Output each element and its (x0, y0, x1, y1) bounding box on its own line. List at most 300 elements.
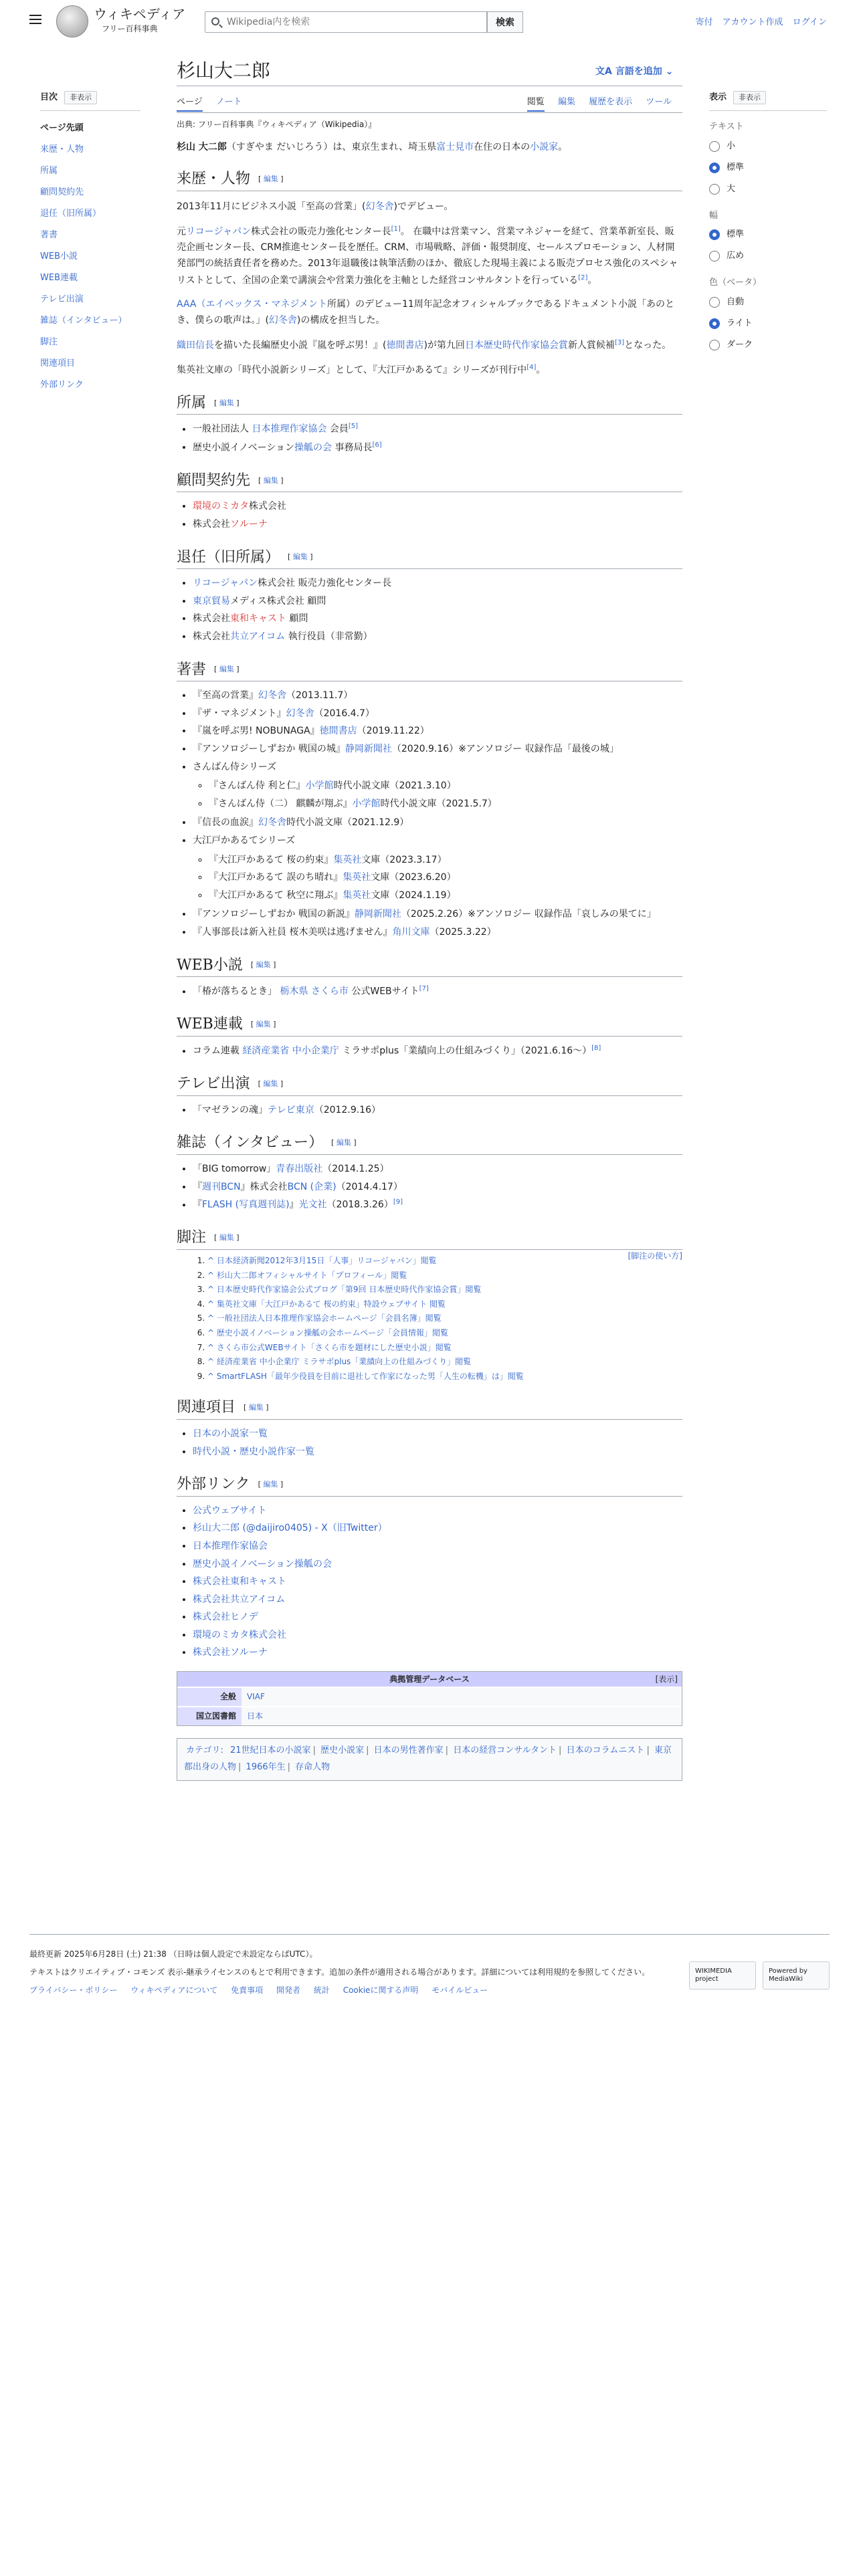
affil-list (193, 420, 682, 457)
toc-item (40, 310, 140, 332)
main-menu-icon[interactable] (29, 15, 41, 24)
text: 公式WEBサイト (348, 986, 419, 997)
reference-link[interactable]: ^ 一般社団法人日本推理作家協会ホームページ「会員名簿」閲覧 (207, 1313, 442, 1323)
link[interactable]: 週刊BCN (202, 1181, 241, 1192)
list-item (209, 887, 682, 905)
list-item (193, 1042, 682, 1060)
text: 「マゼランの魂」 (193, 1104, 268, 1115)
text: 会員 (326, 424, 349, 435)
link[interactable]: 東和キャスト (230, 613, 286, 625)
table-row (177, 1707, 682, 1725)
footer-badges (682, 1961, 830, 1990)
edit-section-link[interactable]: [ 編集 ] (214, 1233, 240, 1243)
text: 株式会社 (193, 613, 230, 625)
list-item (193, 574, 682, 593)
footer-link[interactable]: 開発者 (276, 1985, 301, 1996)
text: （2025.3.22） (430, 926, 496, 938)
toc-link[interactable]: 雑誌（インタビュー） (40, 315, 127, 326)
list-item (193, 758, 682, 813)
edit-section-link[interactable]: [ 編集 ] (258, 1479, 284, 1489)
text: メディス株式会社 顧問 (230, 595, 326, 607)
edit-link[interactable]: 編集 (336, 1138, 351, 1148)
row-header: 全般 (177, 1687, 242, 1707)
link[interactable]: 富士見市 (436, 141, 474, 152)
webnovel-list (193, 982, 682, 1000)
link[interactable]: 操觚の会 (294, 442, 332, 453)
section-heading-former (177, 548, 682, 570)
link[interactable]: 中小企業庁 (292, 1045, 339, 1057)
list-item (193, 905, 682, 924)
link[interactable]: 徳間書店 (319, 726, 357, 737)
link[interactable]: 栃木県 (280, 986, 308, 997)
tab-read[interactable]: 閲覧 (527, 97, 545, 112)
ref[interactable]: [4] (527, 364, 537, 372)
text: 大江戸かあるてシリーズ (193, 835, 296, 846)
radio-text-large[interactable] (709, 179, 827, 200)
link[interactable]: 小学館 (352, 798, 381, 809)
page-footer (29, 1934, 830, 2003)
link[interactable]: 日本 (247, 1711, 264, 1721)
reference-link[interactable]: ^ 集英社文庫「大江戸かあるて 桜の約束」特設ウェブサイト 閲覧 (207, 1299, 446, 1309)
text: 元 (177, 226, 186, 237)
edit-link[interactable]: 編集 (219, 665, 234, 674)
text: （2018.3.26） (326, 1199, 393, 1210)
tv-list (193, 1101, 682, 1119)
source-line: 出典: フリー百科事典『ウィキペディア（Wikipedia）』 (177, 120, 377, 130)
heading-text: 著書 (177, 661, 207, 678)
link[interactable]: 青春出版社 (276, 1163, 323, 1174)
text: 『アンソロジーしずおか 戦国の新説』 (193, 909, 355, 920)
list-item (193, 924, 682, 942)
link[interactable]: リコージャパン (193, 578, 258, 589)
list-item (193, 1502, 682, 1520)
toc-item (40, 160, 140, 182)
text: （2012.9.16） (314, 1104, 381, 1115)
heading-text: 所属 (177, 394, 207, 411)
text: 顧問 (286, 613, 308, 625)
list-item (193, 1160, 682, 1178)
text: 「BIG tomorrow」 (193, 1163, 276, 1174)
list-item (193, 1591, 682, 1609)
heading-text: テレビ出演 (177, 1075, 250, 1093)
category-link[interactable]: 歴史小説家 (320, 1745, 365, 1756)
wikipedia-globe-logo[interactable] (56, 5, 88, 37)
search-icon (211, 17, 219, 25)
text: 『人事部長は新入社員 桜木美咲は逃げません』 (193, 926, 393, 938)
text: 』 (289, 1199, 299, 1210)
text: 事務局長 (332, 442, 373, 453)
external-link[interactable]: 歴史小説イノベーション操觚の会 (193, 1558, 332, 1570)
text-size-label: テキスト (709, 121, 744, 132)
category-link[interactable]: 日本の経営コンサルタント (453, 1745, 557, 1756)
heading-text: 来歴・人物 (177, 171, 251, 188)
text: 時代小説文庫（2021.12.9） (286, 817, 409, 829)
text: （2025.2.26）※アンソロジー 収録作品「哀しみの果てに」 (401, 909, 656, 920)
donate-link[interactable]: 寄付 (695, 17, 713, 27)
radio-width-wide[interactable] (709, 245, 827, 267)
toc-link[interactable]: 来歴・人物 (40, 144, 84, 154)
toc-link[interactable]: 脚注 (40, 336, 58, 347)
link[interactable]: 環境のミカタ (193, 501, 249, 512)
text: 『大江戸かあるて 秋空に翔ぶ』 (209, 889, 343, 901)
row-header: 国立図書館 (177, 1707, 242, 1725)
ref[interactable]: [6] (372, 441, 382, 449)
tab-history[interactable]: 履歴を表示 (589, 97, 633, 108)
link[interactable]: 日本推理作家協会 (252, 424, 327, 435)
table-of-contents (40, 91, 140, 396)
ref[interactable]: [1] (391, 225, 401, 233)
list-item (193, 832, 682, 904)
table-row (177, 1687, 682, 1707)
footer-link[interactable]: 統計 (313, 1985, 330, 1996)
create-account-link[interactable]: アカウント作成 (722, 17, 783, 27)
edit-link[interactable]: 編集 (263, 1079, 278, 1089)
edit-section-link[interactable]: [ 編集 ] (258, 1079, 284, 1089)
reference-link[interactable]: ^ 歴史小説イノベーション操觚の会ホームページ「会員情報」閲覧 (207, 1327, 448, 1337)
mediawiki-badge[interactable]: Powered by MediaWiki (763, 1961, 830, 1990)
list-item (193, 740, 682, 758)
former-list (193, 574, 682, 645)
authority-toggle[interactable]: [表示] (655, 1675, 678, 1685)
heading-text: 退任（旧所属） (177, 548, 280, 566)
categories-label[interactable]: カテゴリ: (186, 1745, 223, 1756)
list-item (193, 610, 682, 628)
heading-text: 外部リンク (177, 1476, 250, 1493)
authority-table (177, 1687, 682, 1725)
wikimedia-badge[interactable]: WIKIMEDIA project (689, 1961, 756, 1990)
link[interactable]: 日本歴史時代作家協会賞 (464, 340, 568, 351)
edit-link[interactable]: 編集 (219, 1233, 234, 1243)
list-item (193, 722, 682, 740)
heading-text: WEB連載 (177, 1016, 243, 1033)
external-link[interactable]: 株式会社ヒノデ (193, 1612, 258, 1623)
authority-title[interactable]: 典拠管理データベース (389, 1675, 470, 1685)
bio-paragraph (177, 199, 682, 215)
list-item (209, 869, 682, 887)
list-item (209, 795, 682, 813)
radio-width-standard[interactable] (709, 224, 827, 245)
text: 『ザ・マネジメント』 (193, 708, 286, 719)
toc-link[interactable]: 関連項目 (40, 358, 76, 368)
intro-paragraph (177, 140, 682, 156)
list-item (193, 1573, 682, 1591)
tab-page[interactable]: ページ (177, 97, 203, 112)
text: （2014.1.25） (322, 1163, 389, 1174)
text: 『嵐を呼ぶ男! NOBUNAGA』 (193, 726, 320, 737)
footer-link[interactable]: モバイルビュー (432, 1985, 488, 1996)
ref[interactable]: [7] (419, 985, 429, 993)
link[interactable]: VIAF (247, 1692, 265, 1702)
text: 株式会社の販売力強化センター長 (251, 226, 391, 237)
list-item (193, 628, 682, 646)
toc-hide-button[interactable]: 非表示 (64, 91, 97, 104)
authority-header (177, 1672, 682, 1687)
color-label: 色（ベータ） (709, 278, 762, 288)
article-body (177, 140, 682, 1781)
text: となった。 (624, 340, 672, 351)
footer-link[interactable]: Cookieに関する声明 (343, 1985, 419, 1996)
category-link[interactable]: 日本のコラムニスト (566, 1745, 645, 1756)
magazine-list (193, 1160, 682, 1214)
appearance-hide-button[interactable]: 非表示 (733, 91, 766, 104)
external-link[interactable]: 株式会社東和キャスト (193, 1576, 286, 1588)
link[interactable]: FLASH (写真週刊誌) (202, 1199, 290, 1210)
link[interactable]: 幻冬舎 (268, 315, 297, 326)
radio-label: 小 (727, 140, 736, 151)
radio-label: 標準 (727, 162, 745, 173)
link[interactable]: BCN (企業) (287, 1181, 337, 1192)
toc-link[interactable]: WEB小説 (40, 251, 78, 261)
reference-link[interactable]: ^ 日本歴史時代作家協会公式ブログ「第9回 日本歴史時代作家協会賞」閲覧 (207, 1285, 482, 1295)
link[interactable]: 経済産業省 (242, 1045, 290, 1057)
link[interactable]: 幻冬舎 (286, 708, 314, 719)
webserial-list (193, 1042, 682, 1060)
edit-link[interactable]: 編集 (256, 960, 271, 970)
list-item (193, 814, 682, 832)
text: を描いた長編歴史小説『嵐を呼ぶ男！』( (214, 340, 387, 351)
search-box (205, 11, 487, 33)
category-links: カテゴリ: 21世紀日本の小説家 | 歴史小説家 | 日本の男性著作家 | 日本の経営コンサルタント | 日本のコラムニスト | 東京都出身の人物 | 1966年生 | 存命人物 (177, 1738, 682, 1780)
text: )でデビュー。 (393, 201, 454, 212)
link[interactable]: リコージャパン (186, 226, 252, 237)
reference-item (207, 1355, 682, 1370)
reference-item (207, 1311, 682, 1326)
section-heading-notes (177, 1228, 682, 1250)
ref[interactable]: [9] (393, 1198, 403, 1206)
external-link[interactable]: 株式会社共立アイコム (193, 1594, 286, 1605)
external-link[interactable]: 環境のミカタ株式会社 (193, 1629, 286, 1640)
link[interactable]: 徳間書店 (386, 340, 424, 351)
text: )の構成を担当した。 (296, 315, 385, 326)
link[interactable]: 小説家 (530, 141, 559, 152)
list-item (193, 1644, 682, 1662)
radio-text-small[interactable] (709, 136, 827, 157)
list-item (193, 705, 682, 723)
reference-item (207, 1297, 682, 1312)
reference-link[interactable]: ^ 経済産業省 中小企業庁 ミラサポplus「業績向上の仕組みづくり」閲覧 (207, 1357, 472, 1367)
toc-link[interactable]: テレビ出演 (40, 294, 84, 304)
radio-color-dark[interactable] (709, 334, 827, 356)
section-heading-webserial (177, 1015, 682, 1037)
edit-section-link[interactable]: [ 編集 ] (250, 1020, 276, 1029)
tab-tools[interactable]: ツール (646, 97, 672, 108)
section-heading-books (177, 661, 682, 682)
link[interactable]: AAA（エイベックス・マネジメント (177, 299, 327, 310)
section-heading-bio (177, 170, 682, 191)
heading-text: 顧問契約先 (177, 471, 251, 489)
link[interactable]: 静岡新聞社 (354, 909, 401, 920)
text: 株式会社 (249, 501, 286, 512)
radio-color-auto[interactable] (709, 292, 827, 313)
category-link[interactable]: 1966年生 (246, 1762, 286, 1773)
ref[interactable]: [5] (348, 423, 359, 431)
list-item (193, 439, 682, 457)
category-link[interactable]: 21世紀日本の小説家 (230, 1745, 311, 1756)
link[interactable]: さくら市 (310, 986, 349, 997)
text: 『大江戸かあるて 誤のち晴れ』 (209, 872, 343, 883)
text: 一般社団法人 (193, 424, 252, 435)
list-item (193, 1626, 682, 1644)
reference-link[interactable]: ^ SmartFLASH「最年少役員を目前に退社して作家になった男「人生の転機」は」閲覧 (207, 1371, 524, 1381)
reference-item (207, 1370, 682, 1384)
user-links (688, 16, 827, 30)
list-item (193, 1519, 682, 1537)
link[interactable]: 幻冬舎 (258, 817, 286, 829)
text: 『 (193, 1181, 202, 1192)
link[interactable]: 時代小説・歴史小説作家一覧 (193, 1446, 314, 1457)
link[interactable]: 幻冬舎 (258, 690, 286, 702)
related-list (193, 1425, 682, 1461)
radio-text-standard[interactable] (709, 157, 827, 179)
heading-text: 関連項目 (177, 1399, 236, 1416)
reference-link[interactable]: ^ 日本経済新聞2012年3月15日「人事」リコージャパン」閲覧 (207, 1256, 437, 1266)
text: )が第九回 (423, 340, 465, 351)
section-heading-external (177, 1475, 682, 1497)
category-link[interactable]: 東京都出身の人物 (184, 1745, 672, 1773)
link[interactable]: 共立アイコム (230, 631, 286, 643)
link[interactable]: 幻冬舎 (365, 201, 394, 212)
text: 『至高の営業』 (193, 690, 258, 702)
text: 文庫（2023.3.17） (361, 854, 447, 865)
text: 『さんばん侍（二） 麒麟が翔ぶ』 (209, 798, 353, 809)
toc-link[interactable]: 所属 (40, 165, 58, 176)
edit-section-link[interactable]: [ 編集 ] (288, 552, 313, 562)
ref[interactable]: [2] (578, 274, 588, 282)
site-header (0, 0, 859, 43)
text: （2020.9.16）※アンソロジー 収録作品「最後の城」 (391, 743, 619, 754)
external-link[interactable]: 株式会社ソルーナ (193, 1647, 268, 1658)
link[interactable]: ソルーナ (230, 519, 268, 530)
edit-link[interactable]: 編集 (256, 1020, 271, 1029)
edit-link[interactable]: 編集 (263, 175, 278, 184)
edit-section-link[interactable]: [ 編集 ] (244, 1403, 269, 1412)
search-button[interactable]: 検索 (487, 11, 523, 33)
reference-link[interactable]: ^ さくら市公式WEBサイト「さくら市を題材にした歴史小説」閲覧 (207, 1342, 452, 1352)
radio-label: 標準 (727, 229, 745, 240)
edit-section-link[interactable]: [ 編集 ] (331, 1138, 357, 1148)
external-link[interactable]: 杉山大二郎 (@daijiro0405) - X（旧Twitter） (193, 1523, 387, 1534)
search-input[interactable] (227, 12, 481, 32)
radio-color-light[interactable] (709, 313, 827, 334)
edit-section-link[interactable]: [ 編集 ] (214, 398, 240, 407)
link[interactable]: 日本の小説家一覧 (193, 1428, 268, 1439)
toc-link[interactable]: 外部リンク (40, 379, 84, 390)
link[interactable]: 織田信長 (177, 340, 214, 351)
text: 新人賞候補 (567, 340, 615, 351)
edit-link[interactable]: 編集 (292, 552, 308, 562)
external-link[interactable]: 日本推理作家協会 (193, 1540, 268, 1551)
edit-section-link[interactable]: [ 編集 ] (258, 175, 284, 184)
edit-link[interactable]: 編集 (263, 475, 278, 485)
edit-link[interactable]: 編集 (248, 1403, 264, 1412)
notes-help-link[interactable]: [脚注の使い方] (628, 1251, 682, 1261)
intro-text: 。 (558, 141, 568, 152)
toc-link[interactable]: 退任（旧所属） (40, 208, 102, 219)
edit-link[interactable]: 編集 (219, 398, 234, 407)
text: 歴史小説イノベーション (193, 442, 295, 453)
toc-link[interactable]: 著書 (40, 229, 58, 240)
text: （2016.4.7） (314, 708, 375, 719)
text: 時代小説文庫（2021.3.10） (333, 780, 456, 792)
list-item (193, 516, 682, 534)
external-link[interactable]: 公式ウェブサイト (193, 1505, 267, 1516)
radio-label: ダーク (727, 340, 753, 350)
link[interactable]: 集英社 (343, 872, 371, 883)
link[interactable]: 角川文庫 (392, 926, 430, 938)
tagline: フリー百科事典 (102, 24, 158, 33)
heading-text: 雑誌（インタビュー） (177, 1134, 324, 1152)
toc-item (40, 225, 140, 246)
link[interactable]: 静岡新聞社 (345, 743, 392, 754)
list-item (193, 1178, 682, 1196)
text: 文庫（2024.1.19） (371, 889, 456, 901)
link[interactable]: 光文社 (298, 1199, 327, 1210)
section-heading-related (177, 1398, 682, 1420)
toc-item (40, 203, 140, 225)
add-languages-button[interactable]: 文A 言語を追加 ⌄ (595, 66, 674, 77)
toc-link[interactable]: WEB連載 (40, 272, 78, 283)
footer-link[interactable]: 免責事項 (231, 1985, 264, 1996)
footer-link[interactable]: ウィキペディアについて (130, 1985, 218, 1996)
page-tabs (177, 92, 682, 113)
ref[interactable]: [3] (614, 338, 625, 346)
text: （2014.4.17） (336, 1181, 403, 1192)
link[interactable]: テレビ東京 (268, 1104, 314, 1115)
section-heading-magazine (177, 1134, 682, 1155)
edit-link[interactable]: 編集 (263, 1479, 278, 1489)
list-item (193, 982, 682, 1000)
category-link[interactable]: 日本の男性著作家 (373, 1745, 444, 1756)
link[interactable]: 集英社 (333, 854, 362, 865)
text: 。 在職中は営業マン、営業マネジャーを経て、営業革新室長、販売企画センター長、CRM推進センター長を歴任。CRM、市場戦略、評価・報奨制度、セールスプロモーション、人材開発部門の統括責任者を務めた。2013年退職後は執筆活動のほか、徹底した現場主義による販売プロセス強化のスペシャリストとして、全国の企業で講演会や営業力強化を主軸とした経営コンサルタントを行っている (177, 226, 678, 286)
toc-item (40, 353, 140, 374)
list-item (209, 777, 682, 795)
list-item (193, 420, 682, 438)
list-item (193, 1196, 682, 1214)
toc-title: 目次 (40, 92, 58, 102)
toc-item (40, 182, 140, 203)
wordmark[interactable]: ウィキペディア (94, 6, 186, 22)
link[interactable]: 集英社 (343, 889, 371, 901)
heading-text: WEB小説 (177, 956, 243, 974)
footer-link[interactable]: プライバシー・ポリシー (29, 1985, 118, 1996)
list-item (193, 1608, 682, 1626)
tab-edit[interactable]: 編集 (557, 97, 575, 108)
text: 『信長の血涙』 (193, 817, 258, 829)
text: 文庫（2023.6.20） (371, 872, 456, 883)
link[interactable]: 東京貿易 (193, 595, 230, 607)
edit-section-link[interactable]: [ 編集 ] (258, 475, 284, 485)
toc-item-top[interactable]: ページ先頭 (40, 122, 84, 133)
ref[interactable]: [8] (591, 1044, 601, 1052)
references-list (207, 1254, 682, 1384)
heading-text: 脚注 (177, 1229, 207, 1247)
text: 株式会社 (193, 519, 230, 530)
edit-section-link[interactable]: [ 編集 ] (214, 665, 240, 674)
login-link[interactable]: ログイン (792, 17, 827, 27)
text: 株式会社 販売力強化センター長 (258, 578, 392, 589)
reference-link[interactable]: ^ 杉山大二郎オフィシャルサイト「プロフィール」閲覧 (207, 1270, 407, 1280)
text: 「椿が落ちるとき」 (193, 986, 280, 997)
text: 執行役員（非常勤） (285, 631, 373, 643)
toc-link[interactable]: 顧問契約先 (40, 187, 84, 197)
link[interactable]: 小学館 (305, 780, 334, 792)
subject-name: 杉山 大二郎 (177, 141, 227, 152)
edit-section-link[interactable]: [ 編集 ] (250, 960, 276, 970)
category-link[interactable]: 存命人物 (295, 1762, 330, 1773)
bio-paragraph: 元リコージャパン株式会社の販売力強化センター長[1]。 在職中は営業マン、営業マネジャーを経て、営業革新室長、販売企画センター長、CRM推進センター長を歴任。CRM、市場戦略、評価・報奨制度、セールスプロモーション、人材開発部門の統括責任者を務めた。2013年退職後は執筆活動のほか、徹底した現場主義による販売プロセス強化のスペシャリストとして、全国の企業で講演会や営業力強化を主軸とした経営コンサルタントを行っている[2]。 (177, 225, 678, 286)
tab-talk[interactable]: ノート (215, 97, 242, 108)
